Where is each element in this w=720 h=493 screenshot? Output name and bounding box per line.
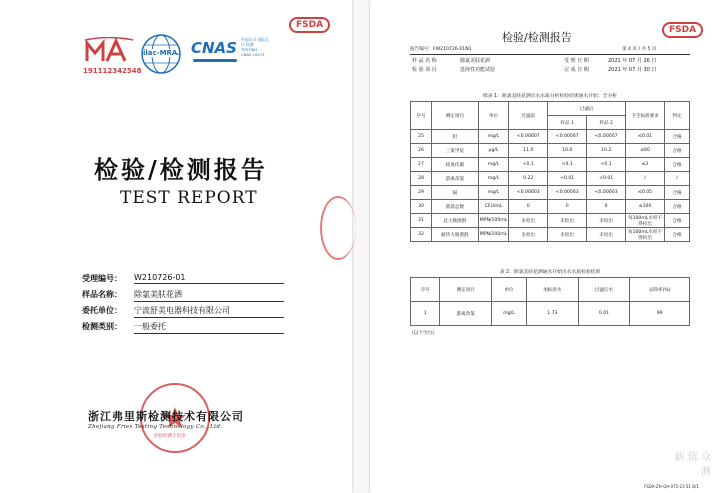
table-header-row [411,102,690,116]
table-cell: ≤0.05 [626,186,665,200]
header-value: 选择性功能试验 [460,67,496,73]
table-cell: 10.2 [587,144,626,158]
cover-title-en: TEST REPORT [120,188,258,208]
ilac-text: ilac-MRA [143,49,178,57]
table-cell: <0.00003 [548,186,587,200]
header-key: 受 理 日 期 [564,58,589,64]
table-cell: mg/L [492,302,527,326]
cma-logo [83,37,142,77]
cma-icon [83,37,135,65]
table-row [411,302,690,326]
info-row-client [82,305,302,317]
table-cell: 1.73 [527,302,579,326]
table-cell: 25 [411,130,432,144]
header-value: 2021 年 07 月 30 日 [608,67,657,73]
info-row-sample-name [82,289,302,301]
removal-table [410,277,690,326]
table-cell: <0.00007 [509,130,548,144]
table-cell: <0.1 [587,158,626,172]
table-cell: 26 [411,144,432,158]
report-number [410,46,472,52]
table-cell: <0.01 [548,172,587,186]
table1-caption: 续表 1：除氯美肤花洒出水水质分析检验结果通水开始：全分析 [482,94,618,99]
table-cell: 未检出 [509,228,548,242]
watermark: 新 值 众 测 [674,452,711,478]
info-key: 受理编号： [82,274,122,283]
table-cell: 32 [411,228,432,242]
page-indicator: 第 4 页 / 共 5 页 [622,47,657,52]
table-cell: <0.00003 [587,186,626,200]
report-title: 检验/检测报告 [502,31,572,44]
fsda-logo: FSDA [289,17,330,33]
table-cell: 未检出 [548,228,587,242]
info-value: 一般委托 [134,321,284,334]
header-divider [410,54,690,55]
results-table [410,101,690,242]
table-cell: 99 [630,302,690,326]
table-row [411,214,690,228]
table-cell: mg/L [478,186,509,200]
table-cell: 11.0 [509,144,548,158]
table-cell: 0.01 [578,302,630,326]
table-row [411,172,690,186]
report-page [370,0,720,493]
company-name-cn: 浙江弗里斯检测技术有限公司 [88,410,244,423]
table-cell: 合格 [665,158,690,172]
edge-seal [320,196,356,260]
table-cell: mg/L [478,158,509,172]
header-value: 除氯美肤花洒 [460,58,491,64]
col-header: 卫生标准要求 [626,102,665,130]
footer-code: FSDA-ZH-QA-075-23 S1 B/1 [644,484,699,489]
table-cell: / [665,172,690,186]
table-cell: 27 [411,158,432,172]
table-cell: 每100mL水样不得检出 [626,214,665,228]
col-header: 加标原水 [527,278,579,302]
table-cell: mg/L [478,172,509,186]
cnas-note: 中国认可 国际互认 检测 TESTING CNAS L0475 [241,37,269,57]
col-header: 测定项目 [431,102,478,130]
info-value: W210726-01 [134,273,284,284]
table-cell: 0 [509,200,548,214]
table-cell: CFU/mL [478,200,509,214]
info-key: 委托单位： [82,306,122,315]
cma-number: 191112342548 [83,67,142,75]
info-key: 检测类别： [82,322,122,331]
table-cell: 耗氧化碳 [431,158,478,172]
col-header: 单位 [478,102,509,130]
fsda-logo: FSDA [662,22,703,38]
header-key: 样 品 名 称 [412,58,437,64]
table-row [411,130,690,144]
header-table [410,56,690,74]
col-header: 测定项目 [440,278,492,302]
table-cell: mg/L [478,130,509,144]
table-cell: 29 [411,186,432,200]
table-cell: / [626,172,665,186]
header-value: 2021 年 07 月 26 日 [608,58,657,64]
table-cell: 合格 [665,200,690,214]
seal-text: 检验检测专用章 [154,434,186,439]
table-cell: <0.00003 [509,186,548,200]
table-cell: 0.22 [509,172,548,186]
info-key: 样品名称： [82,290,122,299]
header-row [410,65,690,74]
table-cell: 合格 [665,130,690,144]
report-no-value: FW210726-01N1 [432,47,472,52]
table-cell: ≤0.01 [626,130,665,144]
col-header: 过滤前 [509,102,548,130]
table-cell: 镉 [431,186,478,200]
table-row [411,144,690,158]
table-cell: 未检出 [587,228,626,242]
col-header: 样品 1 [548,116,587,130]
col-header: 样品 2 [587,116,626,130]
table-cell: <0.1 [509,158,548,172]
table-cell: <0.1 [548,158,587,172]
table-cell: 铅 [431,130,478,144]
table-cell: 每100mL水样不得检出 [626,228,665,242]
table-cell: <0.00007 [587,130,626,144]
table-cell: 未检出 [548,214,587,228]
table-cell: 0 [587,200,626,214]
table-cell: <0.00007 [548,130,587,144]
info-row-test-type [82,321,302,333]
header-key: 完 成 日 期 [564,67,589,73]
cnas-logo [191,35,271,75]
cover-page [0,0,352,493]
table-cell: 合格 [665,186,690,200]
table-cell: 28 [411,172,432,186]
table-cell: 合格 [665,228,690,242]
col-header: 过滤后水 [578,278,630,302]
col-header: 序号 [411,102,432,130]
table-row [411,228,690,242]
table-cell: 总大肠菌群 [431,214,478,228]
col-header: 单位 [492,278,527,302]
table-cell: 三氯甲烷 [431,144,478,158]
table2-caption: 表 2：除氯美肤花洒通水开始出水水质检验结果 [499,270,601,275]
results-table-body [411,130,690,242]
table-row [411,158,690,172]
table-row [411,200,690,214]
table-cell: <0.01 [587,172,626,186]
table-row [411,186,690,200]
cnas-swoosh [193,59,237,62]
cover-title-cn: 检验/检测报告 [94,155,268,184]
col-header: 过滤后 [548,102,626,116]
company-name-en: Zhejiang Fries Testing Technology Co., Ltd. [88,424,223,430]
table-cell: 游离余氯 [431,172,478,186]
col-header: 序号 [411,278,440,302]
table-cell: MPN/100mL [478,228,509,242]
table-cell: 0 [548,200,587,214]
info-row-receipt-no [82,273,302,285]
removal-table-body [411,302,690,326]
table-cell: 10.0 [548,144,587,158]
table-cell: ≤100 [626,200,665,214]
header-row [410,56,690,65]
table-cell: MPN/100mL [478,214,509,228]
col-header: 去除率(%) [630,278,690,302]
cnas-text: CNAS [191,39,237,57]
col-header: 判定 [665,102,690,130]
table-cell: ≤60 [626,144,665,158]
blank-note: (以下空白) [412,331,434,336]
table-cell: 游离余氯 [440,302,492,326]
report-no-label: 报告编号： [410,47,433,52]
table-cell: 菌落总数 [431,200,478,214]
table-cell: 1 [411,302,440,326]
table-cell: μg/L [478,144,509,158]
header-key: 检 验 项 目 [412,67,437,73]
table-cell: 合格 [665,214,690,228]
table-cell: 30 [411,200,432,214]
ilac-logo [140,33,182,75]
info-value: 除氯美肤花洒 [134,289,284,302]
table-cell: 未检出 [509,214,548,228]
table-cell: 31 [411,214,432,228]
table-cell: ≤2 [626,158,665,172]
table-cell: 耐热大肠菌群 [431,228,478,242]
table-cell: 合格 [665,144,690,158]
table-cell: 未检出 [587,214,626,228]
info-value: 宁波舒美电器科技有限公司 [134,305,284,318]
table-header-row [411,278,690,302]
